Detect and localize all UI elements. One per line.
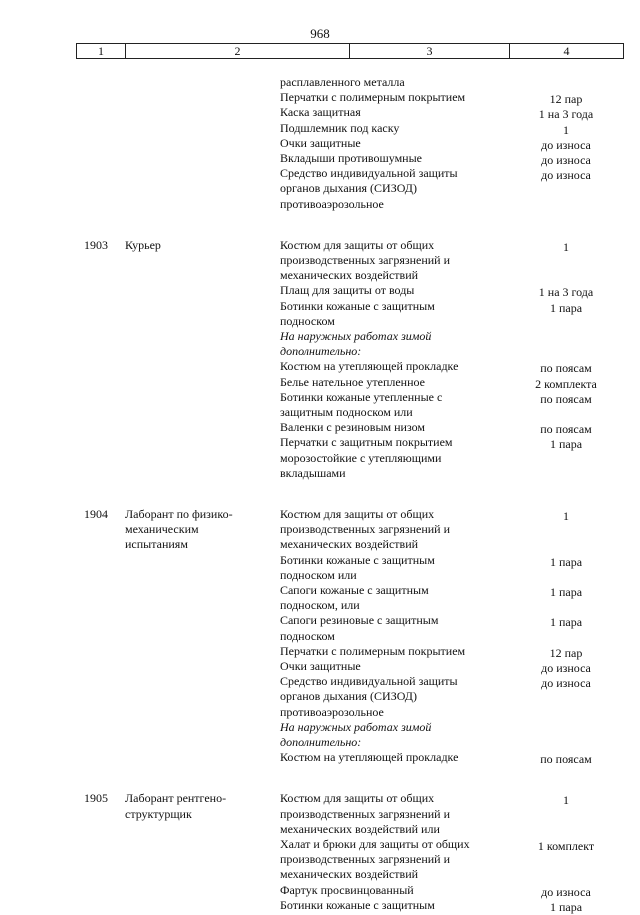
item-quantity: по поясам	[540, 361, 592, 376]
item-name-line: Вкладыши противошумные	[280, 151, 422, 165]
item-quantity: 1 пара	[549, 899, 583, 914]
item-quantity: до износа	[541, 884, 591, 899]
profession-name-line: Лаборант рентгено-	[125, 791, 227, 806]
item-quantity: 1	[563, 793, 569, 808]
item-name-line: органов дыхания (СИЗОД)	[280, 181, 417, 196]
item-quantity: 1 пара	[549, 300, 583, 315]
item-name-line: На наружных работах зимой	[280, 719, 432, 734]
item-quantity: по поясам	[540, 391, 592, 406]
item-name-line: Ботинки кожаные с защитным	[280, 552, 435, 567]
item-quantity: до износа	[541, 137, 591, 152]
item-quantity: 12 пар	[549, 92, 583, 107]
item-quantity: 1 на 3 года	[538, 107, 594, 122]
profession-name-line: Курьер	[125, 237, 161, 252]
item-name-line: дополнительно:	[280, 735, 362, 749]
item-quantity: 1 комплект	[537, 839, 595, 853]
item-name-line: Подшлемник под каску	[280, 120, 400, 135]
item-name-line: Перчатки с защитным покрытием	[280, 435, 453, 450]
item-quantity: 1 пара	[549, 554, 583, 569]
header-col-4: 4	[563, 44, 570, 58]
item-name-line: подноском, или	[280, 598, 360, 613]
item-name-line: механических воздействий	[280, 867, 419, 882]
item-name-line: противоаэрозольное	[280, 704, 384, 719]
item-name-line: производственных загрязнений и	[280, 522, 451, 537]
item-quantity: до износа	[541, 168, 591, 183]
item-quantity: 1 пара	[549, 437, 583, 452]
item-name-line: подноском или	[280, 567, 357, 582]
item-name-line: Костюм на утепляющей прокладке	[280, 359, 459, 374]
item-quantity: 1	[563, 122, 569, 137]
profession-name-line: механическим	[125, 522, 199, 537]
item-name-line: Костюм для защиты от общих	[280, 237, 435, 252]
item-quantity: 1	[563, 509, 569, 523]
item-name-line: Плащ для защиты от воды	[280, 283, 415, 298]
item-name-line: Перчатки с полимерным покрытием	[280, 643, 466, 658]
item-name-line: Очки защитные	[280, 135, 361, 150]
item-quantity: 12 пар	[549, 645, 583, 660]
item-quantity: по поясам	[540, 752, 592, 767]
item-quantity: 1 пара	[549, 615, 583, 630]
item-name-line: Сапоги резиновые с защитным	[280, 613, 439, 628]
profession-name-line: испытаниям	[125, 537, 188, 552]
item-name-line: Фартук просвинцованный	[280, 882, 414, 897]
header-col-2: 2	[234, 44, 241, 58]
item-name-line: производственных загрязнений и	[280, 806, 451, 821]
item-name-line: противоаэрозольное	[280, 196, 384, 211]
item-quantity: до износа	[541, 661, 591, 675]
item-name-line: Костюм на утепляющей прокладке	[280, 750, 459, 765]
item-name-line: Очки защитные	[280, 659, 361, 673]
item-quantity: до износа	[541, 153, 591, 167]
item-name-line: морозостойкие с утепляющими	[280, 450, 442, 465]
entry-number: 1905	[84, 791, 108, 806]
item-name-line: Валенки с резиновым низом	[280, 420, 426, 435]
item-name-line: Средство индивидуальной защиты	[280, 674, 458, 689]
item-name-line: производственных загрязнений и	[280, 253, 451, 267]
item-name-line: Сапоги кожаные с защитным	[280, 583, 429, 597]
item-name-line: Средство индивидуальной защиты	[280, 166, 458, 181]
item-name-line: механических воздействий	[280, 537, 419, 552]
item-quantity: 1	[563, 239, 569, 254]
item-quantity: 2 комплекта	[535, 376, 597, 391]
item-quantity: по поясам	[540, 422, 592, 437]
item-name-line: подноском	[280, 628, 335, 643]
item-quantity: 1 пара	[549, 585, 583, 599]
profession-name-line: Лаборант по физико-	[125, 507, 233, 521]
item-name-line: производственных загрязнений и	[280, 852, 451, 867]
entry-number: 1903	[84, 237, 108, 252]
item-name-line: дополнительно:	[280, 344, 362, 359]
item-name-line: Костюм для защиты от общих	[280, 507, 435, 521]
item-name-line: органов дыхания (СИЗОД)	[280, 689, 417, 704]
entry-number: 1904	[84, 507, 108, 521]
item-name-line: механических воздействий	[280, 268, 419, 283]
item-name-line: Костюм для защиты от общих	[280, 791, 435, 806]
header-col-1: 1	[98, 44, 104, 58]
item-name-line: На наружных работах зимой	[280, 329, 432, 343]
item-quantity: 1 на 3 года	[538, 285, 594, 300]
table-header	[76, 43, 624, 59]
header-col-3: 3	[426, 44, 433, 58]
item-quantity: до износа	[541, 676, 591, 691]
page-number: 968	[310, 26, 330, 41]
item-name-line: подноском	[280, 313, 335, 328]
item-name-line: Перчатки с полимерным покрытием	[280, 90, 466, 105]
item-name-line: механических воздействий или	[280, 821, 440, 836]
item-name-line: вкладышами	[280, 465, 346, 480]
item-name-line: Каска защитная	[280, 105, 361, 120]
item-name-line: Халат и брюки для защиты от общих	[280, 837, 470, 851]
item-name-line: защитным подноском или	[280, 405, 413, 419]
item-name-line: Ботинки кожаные с защитным	[280, 298, 435, 313]
item-name-line: Ботинки кожаные утепленные с	[280, 389, 443, 404]
item-name-line: расплавленного металла	[280, 75, 405, 89]
item-name-line: Ботинки кожаные с защитным	[280, 897, 435, 912]
profession-name-line: структурщик	[125, 806, 192, 821]
item-name-line: Белье нательное утепленное	[280, 374, 425, 389]
